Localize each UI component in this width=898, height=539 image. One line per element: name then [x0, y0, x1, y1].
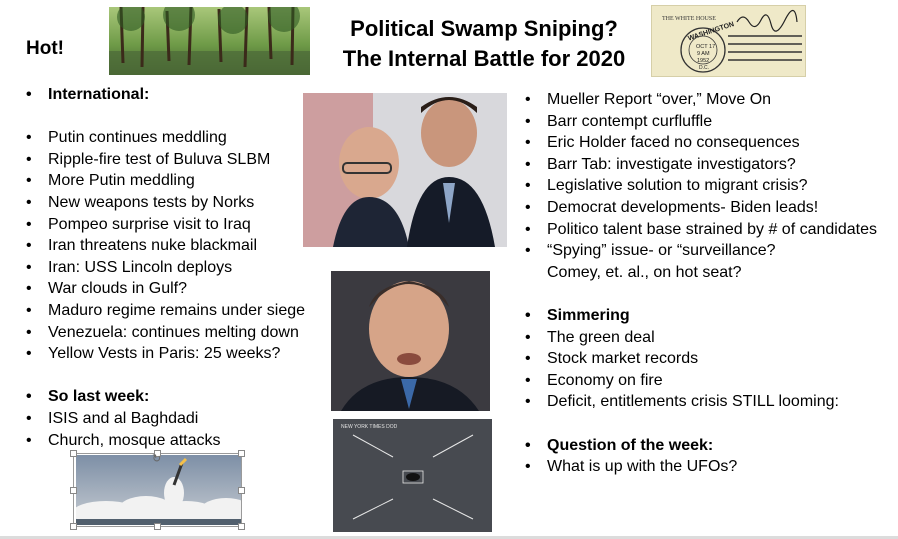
left-bullet-list [24, 84, 305, 451]
bullet-item: • Iran: USS Lincoln deploys [24, 257, 305, 279]
bullet-item: • War clouds in Gulf? [24, 278, 305, 300]
bullet-item: • Legislative solution to migrant crisis? [523, 175, 877, 197]
bullet-item: • Ripple-fire test of Buluva SLBM [24, 149, 305, 171]
postmark-time: 9 AM [697, 51, 710, 57]
spacer [523, 283, 877, 305]
title-line-1: Political Swamp Sniping? [350, 16, 618, 41]
envelope-header: THE WHITE HOUSE [662, 16, 716, 22]
spacer [24, 365, 305, 387]
bullet-item: • Pompeo surprise visit to Iraq [24, 214, 305, 236]
resize-handle-ml[interactable] [70, 487, 77, 494]
bullet-item: • Maduro regime remains under siege [24, 300, 305, 322]
bullet-item: • Iran threatens nuke blackmail [24, 235, 305, 257]
title-line-2: The Internal Battle for 2020 [342, 46, 626, 71]
swamp-image[interactable] [109, 7, 310, 75]
bullet-item: • Deficit, entitlements crisis STILL looming: [523, 391, 877, 413]
section-heading: • Question of the week: [523, 435, 877, 457]
bullet-item: • More Putin meddling [24, 170, 305, 192]
resize-handle-br[interactable] [238, 523, 245, 530]
postmark-date: OCT 17 [696, 44, 716, 50]
resize-handle-bl[interactable] [70, 523, 77, 530]
bullet-item: • New weapons tests by Norks [24, 192, 305, 214]
section-heading: • Simmering [523, 305, 877, 327]
bullet-item: • Democrat developments- Biden leads! [523, 197, 877, 219]
postmark-envelope-image[interactable] [651, 5, 806, 77]
postmark-city: WASHINGTON [687, 21, 736, 43]
bullet-item: • Mueller Report “over,” Move On [523, 89, 877, 111]
bullet-item: • Putin continues meddling [24, 127, 305, 149]
bullet-item: • Barr Tab: investigate investigators? [523, 154, 877, 176]
postmark-dc: D.C. [699, 65, 709, 71]
bullet-item: • ISIS and al Baghdadi [24, 408, 305, 430]
spacer [24, 106, 305, 128]
resize-handle-mr[interactable] [238, 487, 245, 494]
section-heading: • International: [24, 84, 305, 106]
bullet-item: Comey, et. al., on hot seat? [547, 263, 742, 281]
bullet-item: • Yellow Vests in Paris: 25 weeks? [24, 343, 305, 365]
politicians-photo[interactable] [303, 93, 507, 247]
bullet-item: • Church, mosque attacks [24, 430, 305, 452]
postmark-year: 1952 [697, 58, 710, 64]
resize-handle-bm[interactable] [154, 523, 161, 530]
spacer [523, 413, 877, 435]
bullet-item: • Stock market records [523, 348, 877, 370]
rotate-handle-icon[interactable]: ↻ [152, 453, 162, 465]
bullet-item: • The green deal [523, 327, 877, 349]
section-heading: • So last week: [24, 386, 305, 408]
slide-title [318, 14, 650, 74]
bullet-item: • Economy on fire [523, 370, 877, 392]
comey-photo[interactable] [331, 271, 490, 411]
bullet-item: • Eric Holder faced no consequences [523, 132, 877, 154]
ufo-image[interactable] [333, 419, 492, 532]
hot-label: Hot! [26, 38, 64, 59]
ufo-caption: NEW YORK TIMES DOD [341, 424, 398, 430]
bullet-item: • Barr contempt curfluffle [523, 111, 877, 133]
bullet-item: • Politico talent base strained by # of candidates [523, 219, 877, 241]
bullet-item: • “Spying” issue- or “surveillance? [523, 240, 877, 262]
signature-icon [737, 10, 797, 31]
right-bullet-list [523, 89, 877, 478]
bullet-item: • What is up with the UFOs? [523, 456, 877, 478]
bullet-item: • Venezuela: continues melting down [24, 322, 305, 344]
